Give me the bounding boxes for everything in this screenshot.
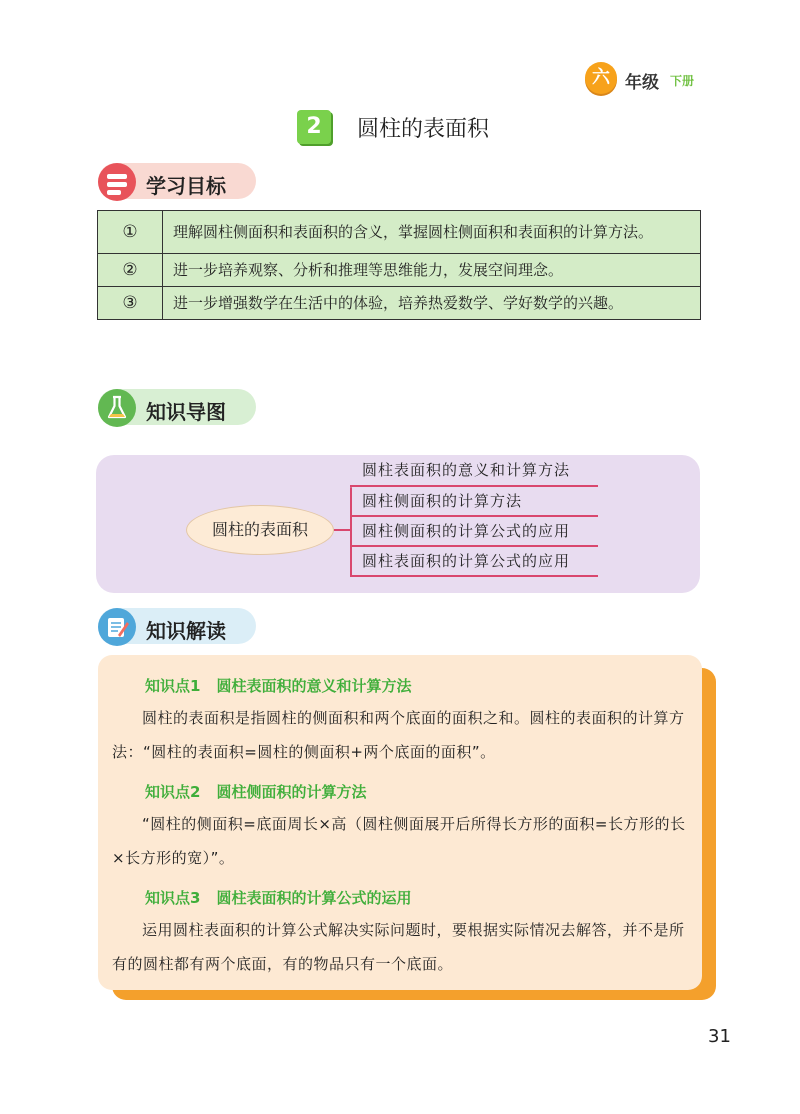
objectives-table bbox=[97, 210, 701, 320]
map-connector bbox=[350, 545, 598, 547]
knowledge-point-title: 圆柱侧面积的计算方法 bbox=[216, 783, 367, 801]
lesson-title: 圆柱的表面积 bbox=[357, 117, 490, 142]
objective-number: ② bbox=[98, 254, 163, 287]
knowledge-card bbox=[98, 655, 702, 990]
section-reading-title: 知识解读 bbox=[146, 619, 226, 643]
section-objectives-header bbox=[98, 163, 256, 199]
knowledge-point-title: 圆柱表面积的计算公式的运用 bbox=[216, 889, 412, 907]
mind-map-branch: 圆柱侧面积的计算公式的应用 bbox=[362, 522, 571, 540]
knowledge-point-label: 知识点1 bbox=[145, 677, 201, 695]
grade-volume: 下册 bbox=[670, 74, 695, 88]
mind-map-center: 圆柱的表面积 bbox=[186, 505, 334, 555]
objective-text: 进一步培养观察、分析和推理等思维能力，发展空间理念。 bbox=[163, 254, 701, 287]
mind-map-branch: 圆柱侧面积的计算方法 bbox=[362, 492, 523, 510]
mind-map-branch: 圆柱表面积的计算公式的应用 bbox=[362, 552, 571, 570]
page-number: 31 bbox=[708, 1026, 731, 1047]
knowledge-point-body: 运用圆柱表面积的计算公式解决实际问题时，要根据实际情况去解答，并不是所有的圆柱都有两个底面，有的物品只有一个底面。 bbox=[112, 921, 685, 973]
objective-text: 理解圆柱侧面积和表面积的含义，掌握圆柱侧面积和表面积的计算方法。 bbox=[163, 211, 701, 254]
table-row bbox=[98, 254, 701, 287]
section-objectives-title: 学习目标 bbox=[146, 174, 226, 198]
map-connector bbox=[350, 575, 598, 577]
objective-number: ③ bbox=[98, 287, 163, 320]
knowledge-point-body: “圆柱的侧面积=底面周长×高（圆柱侧面展开后所得长方形的面积=长方形的长×长方形的宽）”。 bbox=[112, 815, 686, 867]
knowledge-point-heading bbox=[145, 887, 411, 908]
map-connector bbox=[350, 485, 598, 487]
map-connector bbox=[350, 515, 598, 517]
objective-number: ① bbox=[98, 211, 163, 254]
section-reading-header bbox=[98, 608, 256, 644]
section-mindmap-header bbox=[98, 389, 256, 425]
grade-header bbox=[585, 62, 715, 98]
knowledge-point-heading bbox=[145, 675, 411, 696]
knowledge-point-title: 圆柱表面积的意义和计算方法 bbox=[216, 677, 412, 695]
objective-text: 进一步增强数学在生活中的体验，培养热爱数学、学好数学的兴趣。 bbox=[163, 287, 701, 320]
mind-map bbox=[96, 455, 700, 593]
grade-badge: 六 bbox=[585, 62, 617, 94]
mind-map-branch: 圆柱表面积的意义和计算方法 bbox=[362, 461, 571, 479]
lesson-number: 2 bbox=[297, 110, 331, 144]
book-stack-icon bbox=[98, 163, 136, 201]
knowledge-point-label: 知识点2 bbox=[145, 783, 201, 801]
knowledge-point-heading bbox=[145, 781, 366, 802]
map-connector bbox=[350, 487, 352, 577]
grade-text: 年级 bbox=[625, 73, 659, 93]
table-row bbox=[98, 211, 701, 254]
knowledge-point-body: 圆柱的表面积是指圆柱的侧面积和两个底面的面积之和。圆柱的表面积的计算方法：“圆柱的表面积=圆柱的侧面积+两个底面的面积”。 bbox=[112, 709, 685, 761]
table-row bbox=[98, 287, 701, 320]
notepad-pencil-icon bbox=[98, 608, 136, 646]
knowledge-point-label: 知识点3 bbox=[145, 889, 201, 907]
flask-icon bbox=[98, 389, 136, 427]
section-mindmap-title: 知识导图 bbox=[146, 400, 226, 424]
